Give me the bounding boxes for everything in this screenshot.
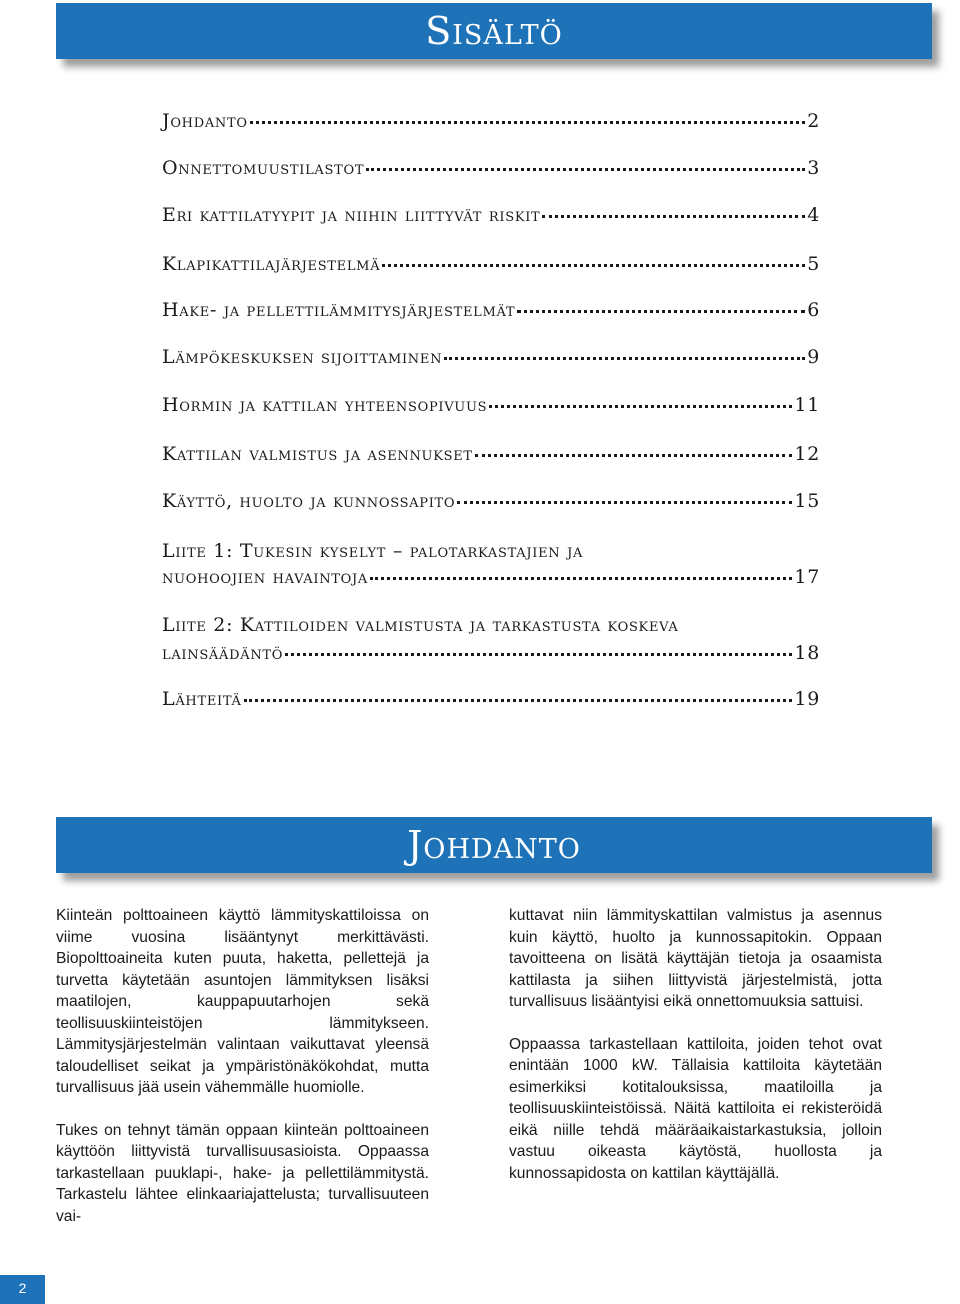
toc-entry-page: 19 [794,688,820,710]
toc-entry-title: Eri kattilatyypit ja niihin liittyvät riskit [162,204,541,226]
toc-leader-dots [250,121,805,124]
toc-entry-page: 18 [794,642,820,664]
toc-entry-title: Johdanto [162,110,248,132]
toc-entry[interactable] [162,204,820,226]
toc-entry-page: 3 [807,157,820,179]
toc-leader-dots [475,454,793,457]
toc-leader-dots [370,577,792,580]
toc-entry[interactable] [162,642,820,664]
toc-entry[interactable] [162,299,820,321]
toc-entry-title: Käyttö, huolto ja kunnossapito [162,490,456,512]
toc-entry-page: 5 [807,253,820,275]
intro-heading-banner [56,817,932,873]
page-number-badge [0,1275,45,1304]
intro-right-column [509,905,882,1205]
toc-entry-title: Kattilan valmistus ja asennukset [162,443,473,465]
page-number: 2 [18,1280,27,1296]
intro-paragraph: Tukes on tehnyt tämän oppaan kiinteän polttoaineen käyttöön liittyvistä turvallisuusasioista. Oppaassa tarkastellaan puuklapi-, hake- ja pellettilämmitystä. Tarkastelu lähtee elinkaariajattelusta; turvallisuuteen vai- [56,1121,429,1225]
toc-entry[interactable] [162,157,820,179]
toc-entry[interactable] [162,566,820,588]
toc-entry-page: 9 [807,346,820,368]
toc-entry-title: nuohoojien havaintoja [162,566,369,588]
toc-entry-title: Lähteitä [162,688,242,710]
toc-leader-dots [366,168,805,171]
toc-entry[interactable] [162,688,820,710]
toc-entry-title: Onnettomuustilastot [162,157,365,179]
toc-leader-dots [542,215,805,218]
toc-leader-dots [244,699,793,702]
toc-entry[interactable] [162,490,820,512]
toc-entry[interactable] [162,394,820,416]
toc-entry-page: 11 [794,394,820,416]
toc-entry-title: Klapikattilajärjestelmä [162,253,381,275]
toc-entry[interactable] [162,110,820,132]
intro-paragraph: Kiinteän polttoaineen käyttö lämmityskattiloissa on viime vuosina lisääntynyt merkittävästi. Biopolttoaineita kuten puuta, haketta, pellettejä ja turvetta käytetään asuntojen lämmityksen lisäksi maatilojen, kauppapuutarhojen sekä teollisuuskiinteistöjen lämmitykseen. Lämmitysjärjestelmän valintaan vaikuttavat yleensä taloudelliset seikat ja ympäristönäkökohdat, mutta turvallisuus jää usein vähemmälle huomiolle. [56,907,429,1096]
toc-entry-page: 15 [794,490,820,512]
toc-entry-first-line[interactable]: Liite 2: Kattiloiden valmistusta ja tarkastusta koskeva [162,614,679,636]
toc-entry-title: Hake- ja pellettilämmitysjärjestelmät [162,299,516,321]
toc-leader-dots [444,357,805,360]
toc-entry[interactable] [162,346,820,368]
toc-leader-dots [489,405,792,408]
toc-entry-first-line[interactable]: Liite 1: Tukesin kyselyt – palotarkastajien ja [162,540,584,562]
toc-leader-dots [382,264,805,267]
intro-heading: Johdanto [407,823,581,867]
toc-entry-page: 6 [807,299,820,321]
toc-entry-title: lainsäädäntö [162,642,284,664]
intro-left-column [56,905,429,1248]
toc-entry-title: Hormin ja kattilan yhteensopivuus [162,394,488,416]
contents-heading-banner [56,3,932,59]
intro-paragraph: Oppaassa tarkastellaan kattiloita, joiden tehot ovat enintään 1000 kW. Tällaisia kattiloita käytetään esimerkiksi kotitalouksissa, maatiloilla ja teollisuuskiinteistöissä. Näitä kattiloita ei rekisteröidä eikä niille tehdä määräaikaistarkastuksia, jolloin vastuu oikeasta käytöstä, huollosta ja kunnossapidosta on kattilan käyttäjällä. [509,1035,882,1182]
toc-entry[interactable] [162,443,820,465]
toc-entry[interactable] [162,253,820,275]
toc-leader-dots [457,501,792,504]
contents-heading: Sisältö [425,9,563,53]
intro-paragraph: kuttavat niin lämmityskattilan valmistus ja asennus kuin käyttö, huolto ja kunnossapitokin. Oppaan tavoitteena on lisätä käyttäjän tietoja ja osaamista kattilasta ja siihen liittyvistä järjestelmistä, jotta turvallisuus lisääntyisi eikä onnettomuuksia sattuisi. [509,907,882,1010]
toc-entry-page: 4 [807,204,820,226]
toc-entry-title: Lämpökeskuksen sijoittaminen [162,346,443,368]
toc-entry-page: 12 [794,443,820,465]
toc-leader-dots [285,653,792,656]
toc-entry-page: 17 [794,566,820,588]
toc-entry-page: 2 [807,110,820,132]
toc-leader-dots [517,310,805,313]
